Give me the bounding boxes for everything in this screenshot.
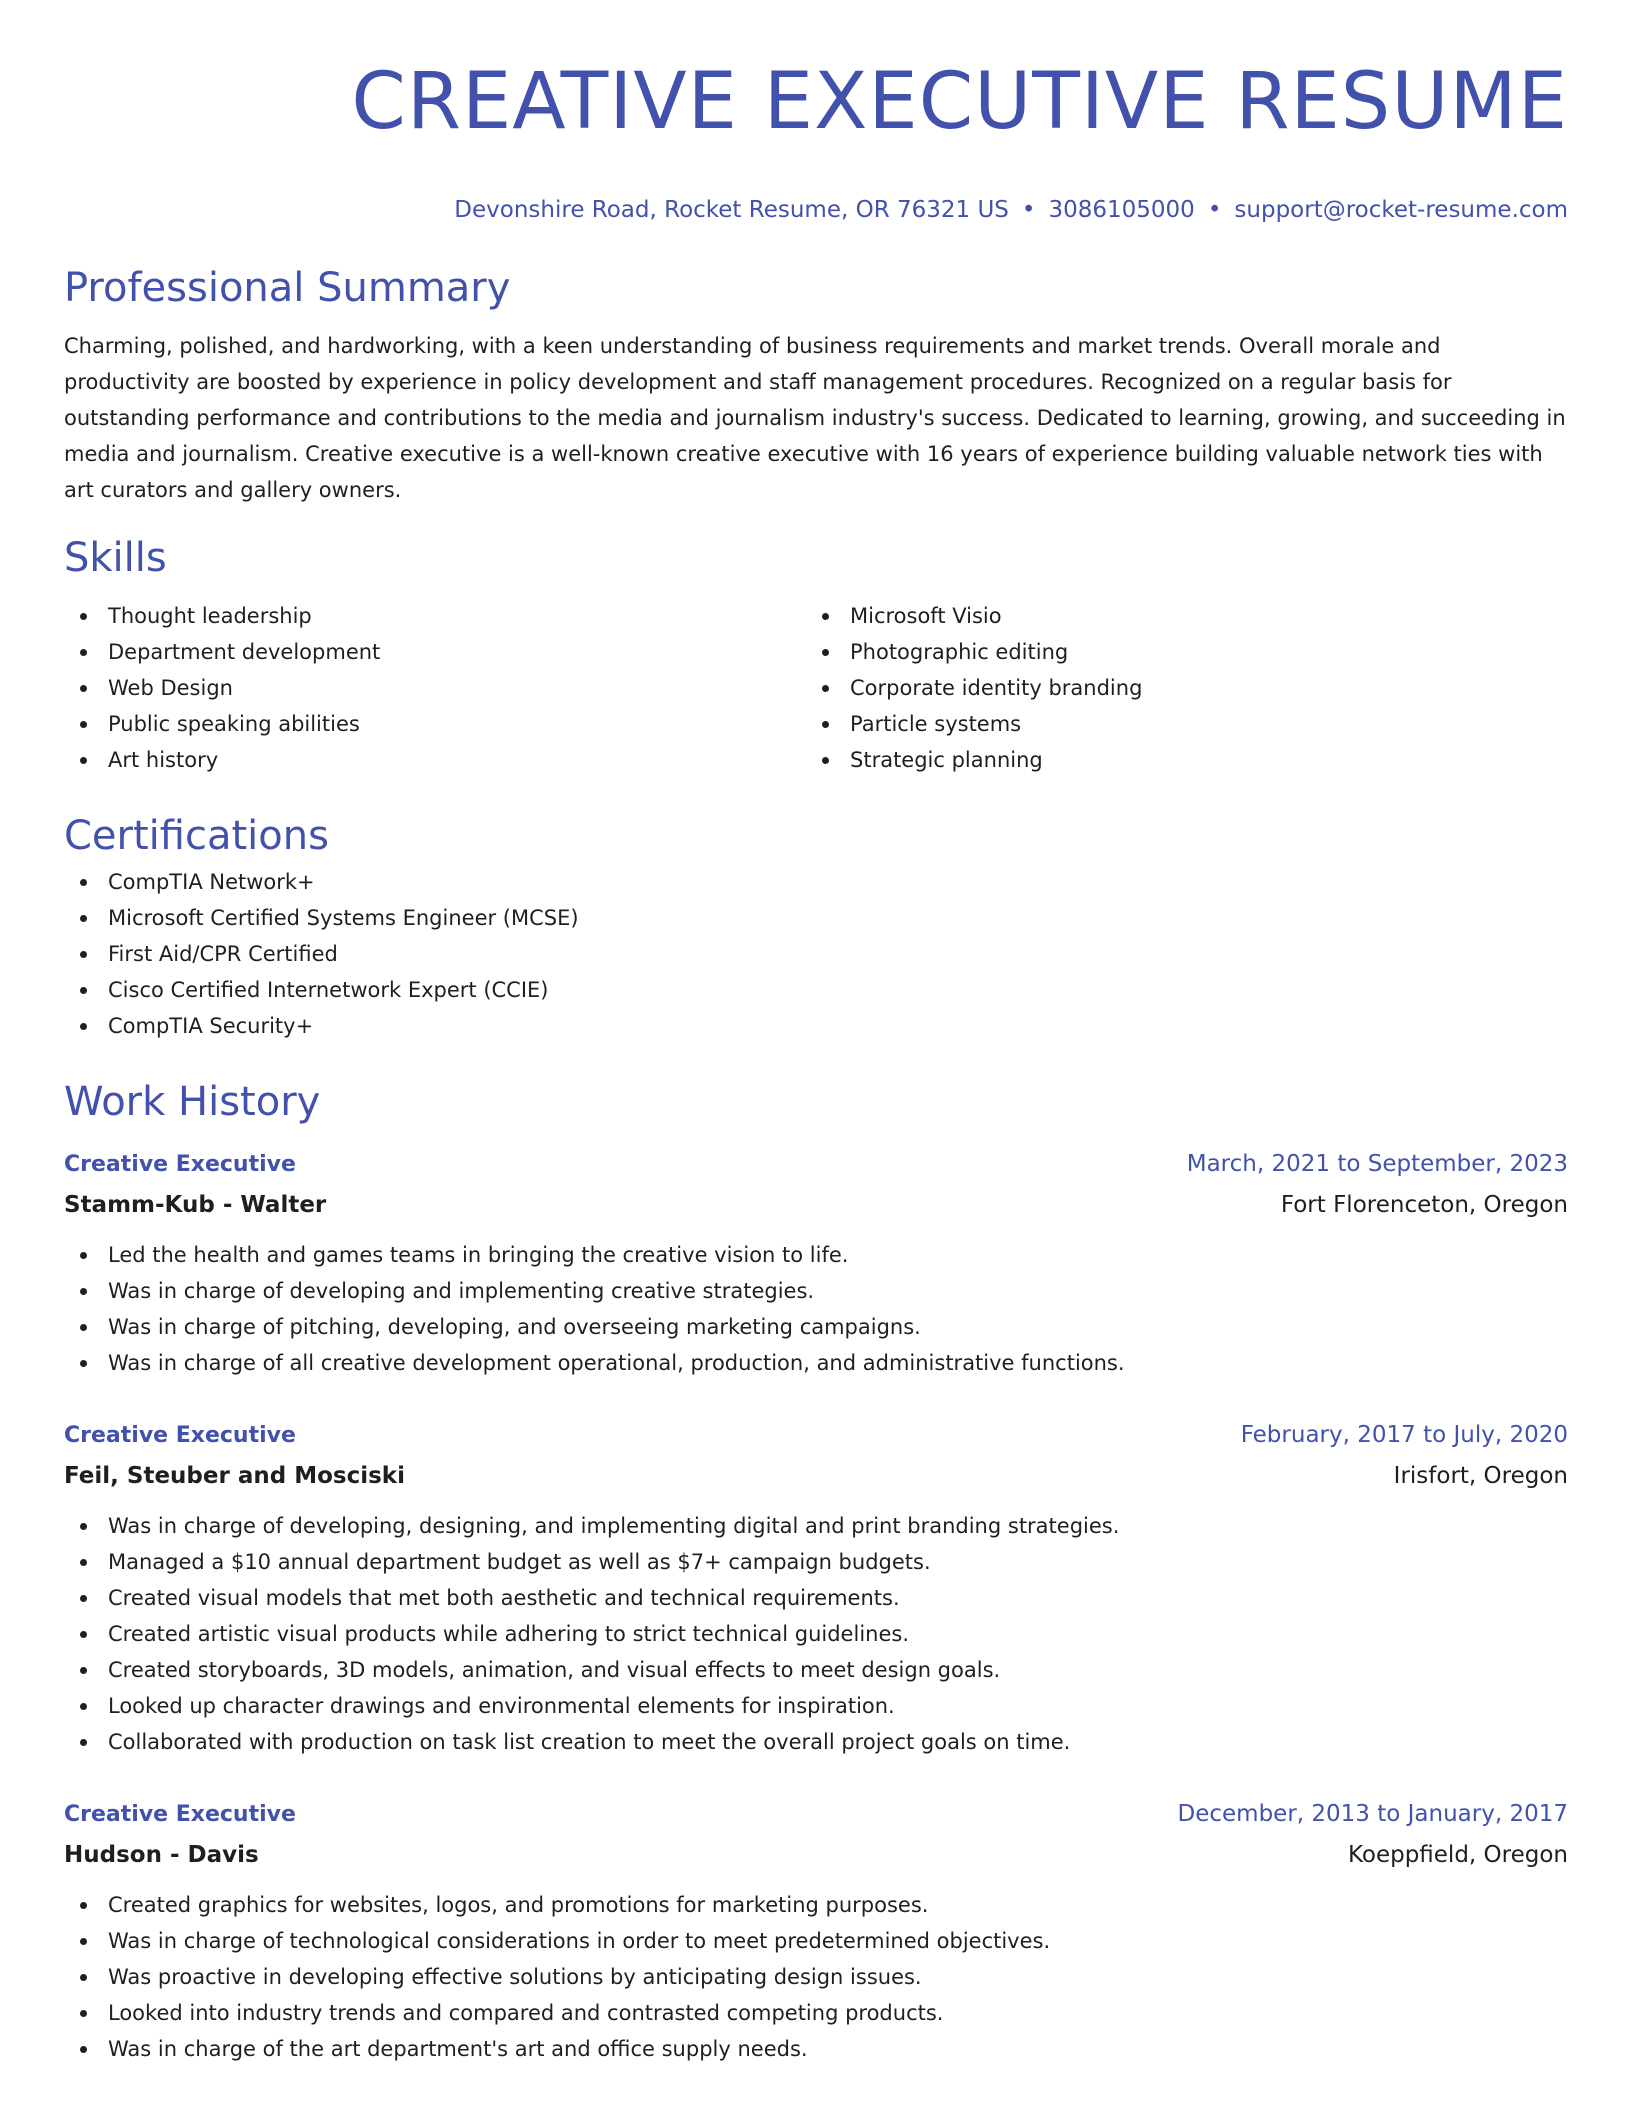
job-subheader <box>64 1185 1568 1225</box>
job-bullet: Managed a $10 annual department budget as well as $7+ campaign budgets. <box>64 1544 1568 1580</box>
job-bullet: Was in charge of developing and implementing creative strategies. <box>64 1273 1568 1309</box>
job-bullets <box>64 1887 1568 2067</box>
job-company: Feil, Steuber and Mosciski <box>64 1463 405 1489</box>
job-company: Stamm-Kub - Walter <box>64 1192 327 1218</box>
job-company: Hudson - Davis <box>64 1842 259 1868</box>
resume-title: CREATIVE EXECUTIVE RESUME <box>351 57 1568 147</box>
summary-heading: Professional Summary <box>64 265 511 311</box>
separator-dot: • <box>1207 197 1222 223</box>
job-bullet: Was in charge of pitching, developing, and overseeing marketing campaigns. <box>64 1309 1568 1345</box>
job-location: Koeppfield, Oregon <box>1347 1842 1568 1868</box>
phone: 3086105000 <box>1048 197 1195 223</box>
job-bullet: Was in charge of all creative development operational, production, and administrative functions. <box>64 1345 1568 1381</box>
skill-item: Microsoft Visio <box>806 598 1548 634</box>
certification-item: Cisco Certified Internetwork Expert (CCIE) <box>64 972 1568 1008</box>
job-bullet: Was in charge of developing, designing, and implementing digital and print branding strategies. <box>64 1508 1568 1544</box>
separator-dot: • <box>1021 197 1036 223</box>
job-bullet: Was in charge of the art department's art and office supply needs. <box>64 2031 1568 2067</box>
email-link[interactable]: support@rocket-resume.com <box>1234 197 1568 223</box>
skills-column-right <box>806 598 1548 778</box>
certification-item: First Aid/CPR Certified <box>64 936 1568 972</box>
certifications-heading: Certifications <box>64 813 329 859</box>
address: Devonshire Road, Rocket Resume, OR 76321 US <box>454 197 1009 223</box>
job-subheader <box>64 1835 1568 1875</box>
job-subheader <box>64 1456 1568 1496</box>
skill-item: Photographic editing <box>806 634 1548 670</box>
job-bullet: Led the health and games teams in bringing the creative vision to life. <box>64 1237 1568 1273</box>
job-bullet: Collaborated with production on task list creation to meet the overall project goals on time. <box>64 1724 1568 1760</box>
skills-heading: Skills <box>64 535 167 581</box>
job-dates: March, 2021 to September, 2023 <box>1186 1151 1568 1177</box>
job-title: Creative Executive <box>64 1423 296 1448</box>
job-bullet: Looked into industry trends and compared and contrasted competing products. <box>64 1995 1568 2031</box>
skill-item: Web Design <box>64 670 806 706</box>
certification-item: Microsoft Certified Systems Engineer (MCSE) <box>64 900 1568 936</box>
job-header <box>64 1794 1568 1835</box>
skills-column-left <box>64 598 806 778</box>
work-history-heading: Work History <box>64 1079 321 1125</box>
job-title: Creative Executive <box>64 1802 296 1827</box>
skill-item: Thought leadership <box>64 598 806 634</box>
job-bullet: Created graphics for websites, logos, and promotions for marketing purposes. <box>64 1887 1568 1923</box>
job-entry <box>64 1794 1568 2067</box>
job-dates: February, 2017 to July, 2020 <box>1240 1422 1568 1448</box>
certification-item: CompTIA Network+ <box>64 864 1568 900</box>
skill-item: Strategic planning <box>806 742 1548 778</box>
skill-item: Corporate identity branding <box>806 670 1548 706</box>
job-dates: December, 2013 to January, 2017 <box>1177 1801 1568 1827</box>
job-entry <box>64 1415 1568 1760</box>
job-bullets <box>64 1508 1568 1760</box>
skill-item: Particle systems <box>806 706 1548 742</box>
job-bullet: Created artistic visual products while adhering to strict technical guidelines. <box>64 1616 1568 1652</box>
job-header <box>64 1144 1568 1185</box>
job-location: Fort Florenceton, Oregon <box>1280 1192 1568 1218</box>
job-bullet: Was proactive in developing effective solutions by anticipating design issues. <box>64 1959 1568 1995</box>
skill-item: Public speaking abilities <box>64 706 806 742</box>
skill-item: Department development <box>64 634 806 670</box>
contact-line <box>64 194 1568 226</box>
job-bullet: Was in charge of technological considerations in order to meet predetermined objectives. <box>64 1923 1568 1959</box>
job-header <box>64 1415 1568 1456</box>
certifications-list <box>64 864 1568 1044</box>
job-location: Irisfort, Oregon <box>1393 1463 1568 1489</box>
summary-text: Charming, polished, and hardworking, with a keen understanding of business requirements and market trends. Overall morale and productivity are boosted by experience in policy development and staff management procedures. Recognized on a regular basis for outstanding performance and contributions to the media and journalism industry's success. Dedicated to learning, growing, and succeeding in media and journalism. Creative executive is a well-known creative executive with 16 years of experience building valuable network ties with art curators and gallery owners. <box>64 334 1566 502</box>
job-title: Creative Executive <box>64 1152 296 1177</box>
job-bullets <box>64 1237 1568 1381</box>
resume-page <box>64 50 1568 2067</box>
skills-grid <box>64 598 1568 778</box>
job-bullet: Created storyboards, 3D models, animation, and visual effects to meet design goals. <box>64 1652 1568 1688</box>
job-bullet: Looked up character drawings and environmental elements for inspiration. <box>64 1688 1568 1724</box>
job-entry <box>64 1144 1568 1381</box>
skill-item: Art history <box>64 742 806 778</box>
certification-item: CompTIA Security+ <box>64 1008 1568 1044</box>
job-bullet: Created visual models that met both aesthetic and technical requirements. <box>64 1580 1568 1616</box>
